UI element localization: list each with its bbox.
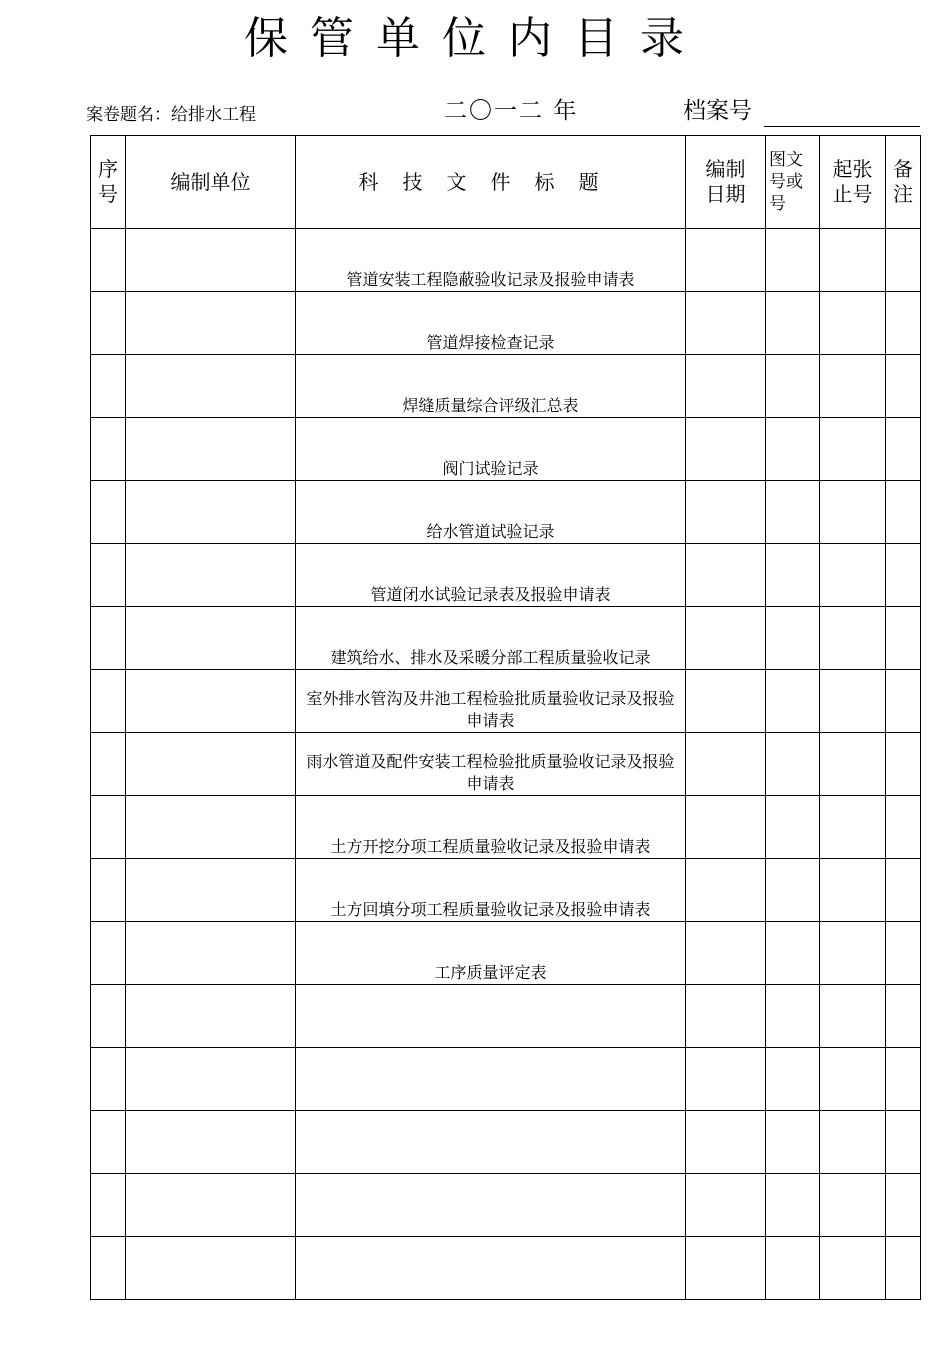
seq-cell[interactable]	[91, 796, 126, 859]
drawing-no-cell[interactable]	[766, 418, 820, 481]
archive-number-field[interactable]	[764, 126, 920, 127]
title-cell[interactable]	[296, 670, 686, 733]
table-row	[91, 418, 921, 481]
file-title-text: 土方回填分项工程质量验收记录及报验申请表	[330, 900, 651, 919]
date-cell[interactable]	[686, 355, 766, 418]
date-cell[interactable]	[686, 481, 766, 544]
date-cell[interactable]	[686, 670, 766, 733]
seq-cell[interactable]	[91, 859, 126, 922]
file-title-text: 焊缝质量综合评级汇总表	[402, 396, 579, 415]
remarks-cell[interactable]	[886, 985, 921, 1048]
unit-cell[interactable]	[126, 229, 296, 292]
date-cell[interactable]	[686, 859, 766, 922]
remarks-cell[interactable]	[886, 607, 921, 670]
file-title-text: 管道闭水试验记录表及报验申请表	[370, 585, 611, 604]
unit-cell[interactable]	[126, 985, 296, 1048]
drawing-no-cell[interactable]	[766, 796, 820, 859]
title-cell[interactable]	[296, 1111, 686, 1174]
unit-cell[interactable]	[126, 859, 296, 922]
file-title-text: 给水管道试验记录	[426, 522, 555, 541]
seq-cell[interactable]	[91, 922, 126, 985]
remarks-cell[interactable]	[886, 292, 921, 355]
remarks-cell[interactable]	[886, 1111, 921, 1174]
title-cell[interactable]	[296, 985, 686, 1048]
table-row	[91, 1174, 921, 1237]
drawing-no-cell[interactable]	[766, 1237, 820, 1300]
file-title-text: 工序质量评定表	[434, 963, 547, 982]
sheet-range-cell[interactable]	[820, 859, 886, 922]
drawing-no-cell[interactable]	[766, 1174, 820, 1237]
seq-cell[interactable]	[91, 670, 126, 733]
seq-cell[interactable]	[91, 1111, 126, 1174]
file-title-text: 雨水管道及配件安装工程检验批质量验收记录及报验申请表	[306, 752, 675, 793]
title-cell[interactable]	[296, 418, 686, 481]
header-title: 科技文件标题	[296, 136, 686, 229]
file-title-text: 管道焊接检查记录	[426, 333, 555, 352]
sheet-range-cell[interactable]	[820, 733, 886, 796]
drawing-no-cell[interactable]	[766, 481, 820, 544]
table-header-row	[91, 136, 921, 229]
date-cell[interactable]	[686, 229, 766, 292]
seq-cell[interactable]	[91, 544, 126, 607]
remarks-cell[interactable]	[886, 670, 921, 733]
unit-cell[interactable]	[126, 922, 296, 985]
title-cell[interactable]	[296, 355, 686, 418]
date-cell[interactable]	[686, 985, 766, 1048]
unit-cell[interactable]	[126, 544, 296, 607]
archive-number-label: 档案号	[683, 98, 752, 124]
drawing-no-cell[interactable]	[766, 292, 820, 355]
header-drawing-no: 图文号或号	[766, 136, 820, 229]
title-cell[interactable]	[296, 859, 686, 922]
table-row	[91, 544, 921, 607]
remarks-cell[interactable]	[886, 859, 921, 922]
drawing-no-cell[interactable]	[766, 355, 820, 418]
unit-cell[interactable]	[126, 1111, 296, 1174]
sheet-range-cell[interactable]	[820, 292, 886, 355]
seq-cell[interactable]	[91, 292, 126, 355]
date-cell[interactable]	[686, 292, 766, 355]
date-cell[interactable]	[686, 733, 766, 796]
sheet-range-cell[interactable]	[820, 481, 886, 544]
drawing-no-cell[interactable]	[766, 1111, 820, 1174]
sheet-range-cell[interactable]	[820, 544, 886, 607]
seq-cell[interactable]	[91, 1237, 126, 1300]
drawing-no-cell[interactable]	[766, 859, 820, 922]
title-cell[interactable]	[296, 481, 686, 544]
table-row	[91, 796, 921, 859]
sheet-range-cell[interactable]	[820, 796, 886, 859]
case-name: 案卷题名：给排水工程	[86, 105, 256, 125]
header-remarks: 备注	[886, 136, 921, 229]
date-cell[interactable]	[686, 1111, 766, 1174]
unit-cell[interactable]	[126, 1237, 296, 1300]
seq-cell[interactable]	[91, 355, 126, 418]
unit-cell[interactable]	[126, 355, 296, 418]
date-cell[interactable]	[686, 1048, 766, 1111]
sheet-range-cell[interactable]	[820, 1237, 886, 1300]
seq-cell[interactable]	[91, 607, 126, 670]
title-cell[interactable]	[296, 1237, 686, 1300]
table-row	[91, 292, 921, 355]
table-row	[91, 1111, 921, 1174]
remarks-cell[interactable]	[886, 796, 921, 859]
sheet-range-cell[interactable]	[820, 922, 886, 985]
remarks-cell[interactable]	[886, 922, 921, 985]
remarks-cell[interactable]	[886, 544, 921, 607]
date-cell[interactable]	[686, 418, 766, 481]
drawing-no-cell[interactable]	[766, 1048, 820, 1111]
seq-cell[interactable]	[91, 418, 126, 481]
table-row	[91, 229, 921, 292]
remarks-cell[interactable]	[886, 1048, 921, 1111]
unit-cell[interactable]	[126, 670, 296, 733]
date-cell[interactable]	[686, 544, 766, 607]
sheet-range-cell[interactable]	[820, 670, 886, 733]
catalog-table	[90, 135, 921, 1300]
sheet-range-cell[interactable]	[820, 1048, 886, 1111]
title-cell[interactable]	[296, 229, 686, 292]
drawing-no-cell[interactable]	[766, 229, 820, 292]
seq-cell[interactable]	[91, 1174, 126, 1237]
seq-cell[interactable]	[91, 985, 126, 1048]
header-sheet-range: 起张止号	[820, 136, 886, 229]
remarks-cell[interactable]	[886, 1174, 921, 1237]
remarks-cell[interactable]	[886, 355, 921, 418]
sheet-range-cell[interactable]	[820, 1111, 886, 1174]
table-row	[91, 733, 921, 796]
drawing-no-cell[interactable]	[766, 922, 820, 985]
seq-cell[interactable]	[91, 481, 126, 544]
title-cell[interactable]	[296, 1048, 686, 1111]
drawing-no-cell[interactable]	[766, 544, 820, 607]
table-row	[91, 922, 921, 985]
seq-cell[interactable]	[91, 1048, 126, 1111]
unit-cell[interactable]	[126, 796, 296, 859]
remarks-cell[interactable]	[886, 418, 921, 481]
unit-cell[interactable]	[126, 481, 296, 544]
table-row	[91, 607, 921, 670]
remarks-cell[interactable]	[886, 229, 921, 292]
unit-cell[interactable]	[126, 418, 296, 481]
title-cell[interactable]	[296, 733, 686, 796]
table-row	[91, 985, 921, 1048]
title-cell[interactable]	[296, 292, 686, 355]
sheet-range-cell[interactable]	[820, 355, 886, 418]
table-row	[91, 859, 921, 922]
file-title-text: 室外排水管沟及井池工程检验批质量验收记录及报验申请表	[306, 689, 675, 730]
drawing-no-cell[interactable]	[766, 607, 820, 670]
unit-cell[interactable]	[126, 1174, 296, 1237]
sheet-range-cell[interactable]	[820, 985, 886, 1048]
year: 二〇一二 年	[444, 98, 579, 124]
date-cell[interactable]	[686, 607, 766, 670]
page-title: 保管单位内目录	[244, 13, 706, 64]
sheet-range-cell[interactable]	[820, 1174, 886, 1237]
title-cell[interactable]	[296, 544, 686, 607]
title-cell[interactable]	[296, 1174, 686, 1237]
seq-cell[interactable]	[91, 229, 126, 292]
table-body	[91, 229, 921, 1300]
table-row	[91, 1237, 921, 1300]
file-title-text: 建筑给水、排水及采暖分部工程质量验收记录	[330, 648, 651, 667]
header-unit: 编制单位	[126, 136, 296, 229]
sheet-range-cell[interactable]	[820, 418, 886, 481]
unit-cell[interactable]	[126, 733, 296, 796]
date-cell[interactable]	[686, 1237, 766, 1300]
title-cell[interactable]	[296, 922, 686, 985]
file-title-text: 阀门试验记录	[442, 459, 539, 478]
table-row	[91, 355, 921, 418]
header-seq: 序号	[91, 136, 126, 229]
drawing-no-cell[interactable]	[766, 733, 820, 796]
unit-cell[interactable]	[126, 1048, 296, 1111]
file-title-text: 土方开挖分项工程质量验收记录及报验申请表	[330, 837, 651, 856]
unit-cell[interactable]	[126, 292, 296, 355]
sheet-range-cell[interactable]	[820, 607, 886, 670]
date-cell[interactable]	[686, 922, 766, 985]
sheet-range-cell[interactable]	[820, 229, 886, 292]
title-cell[interactable]	[296, 796, 686, 859]
file-title-text: 管道安装工程隐蔽验收记录及报验申请表	[346, 270, 635, 289]
table-row	[91, 481, 921, 544]
remarks-cell[interactable]	[886, 481, 921, 544]
drawing-no-cell[interactable]	[766, 985, 820, 1048]
seq-cell[interactable]	[91, 733, 126, 796]
date-cell[interactable]	[686, 796, 766, 859]
remarks-cell[interactable]	[886, 1237, 921, 1300]
date-cell[interactable]	[686, 1174, 766, 1237]
header-date: 编制日期	[686, 136, 766, 229]
drawing-no-cell[interactable]	[766, 670, 820, 733]
title-cell[interactable]	[296, 607, 686, 670]
table-row	[91, 1048, 921, 1111]
table-row	[91, 670, 921, 733]
unit-cell[interactable]	[126, 607, 296, 670]
remarks-cell[interactable]	[886, 733, 921, 796]
